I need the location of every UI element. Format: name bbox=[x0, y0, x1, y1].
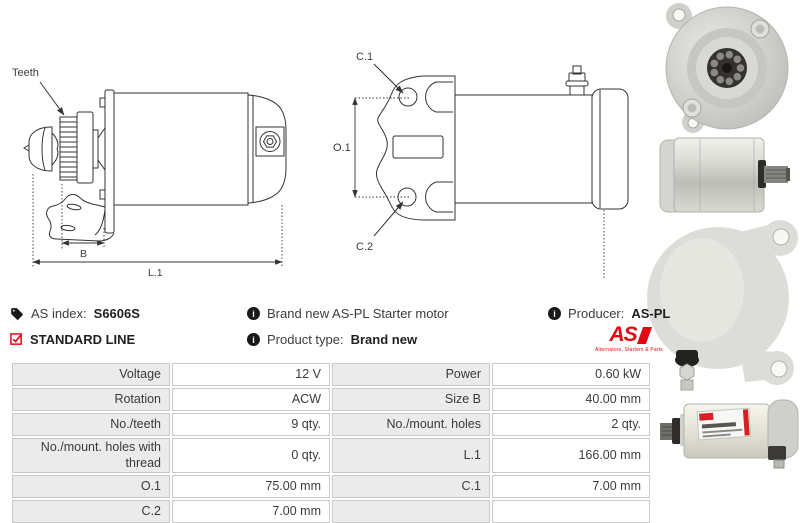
drive-end bbox=[29, 127, 52, 171]
spec-label-cell: Voltage bbox=[12, 363, 170, 386]
spec-label-cell: C.2 bbox=[12, 500, 170, 523]
spec-label-cell: No./teeth bbox=[12, 413, 170, 436]
mount-bracket-front bbox=[376, 76, 455, 220]
checkbox-checked-icon bbox=[10, 333, 23, 346]
spec-label-cell: Size B bbox=[332, 388, 490, 411]
spec-label-cell: Rotation bbox=[12, 388, 170, 411]
as-index-label: AS index: bbox=[31, 306, 87, 321]
tag-icon bbox=[10, 307, 24, 321]
dim-c1-label: C.1 bbox=[356, 51, 374, 63]
producer-line bbox=[548, 306, 670, 321]
spec-value-cell: 2 qty. bbox=[492, 413, 650, 436]
producer-value: AS-PL bbox=[631, 306, 671, 321]
info-icon: i bbox=[247, 307, 260, 320]
motor-body bbox=[114, 93, 248, 205]
teeth-label: Teeth bbox=[12, 67, 39, 79]
table-row bbox=[12, 438, 650, 473]
technical-drawing-side-view bbox=[0, 0, 340, 300]
bracket-foot bbox=[47, 194, 114, 241]
dim-l1-label: L.1 bbox=[148, 267, 163, 279]
table-row bbox=[12, 475, 650, 498]
spec-label-cell: L.1 bbox=[332, 438, 490, 473]
description-line bbox=[247, 306, 449, 321]
spec-label-cell: C.1 bbox=[332, 475, 490, 498]
product-description: Brand new AS-PL Starter motor bbox=[267, 306, 449, 321]
spec-label-cell: Power bbox=[332, 363, 490, 386]
aspl-logo bbox=[594, 324, 664, 353]
spec-value-cell: 75.00 mm bbox=[172, 475, 330, 498]
standard-line-badge: STANDARD LINE bbox=[30, 332, 136, 347]
photo-bracket-cover bbox=[647, 220, 798, 390]
aspl-logo-subtext: Alternators, Starters & Parts bbox=[594, 347, 664, 353]
product-label bbox=[697, 408, 751, 440]
table-row bbox=[12, 413, 650, 436]
end-cap bbox=[248, 95, 286, 203]
aspl-logo-text: AS bbox=[609, 323, 637, 346]
table-row bbox=[12, 363, 650, 386]
dim-o1-label: O.1 bbox=[333, 142, 351, 154]
spec-value-cell: 0.60 kW bbox=[492, 363, 650, 386]
dimension-o1 bbox=[355, 98, 410, 197]
table-row bbox=[12, 388, 650, 411]
producer-label: Producer: bbox=[568, 306, 625, 321]
pinion-gear bbox=[60, 112, 105, 183]
as-index-value: S6606S bbox=[93, 306, 140, 321]
spec-label-cell: O.1 bbox=[12, 475, 170, 498]
spec-value-cell: 40.00 mm bbox=[492, 388, 650, 411]
dim-c2-label: C.2 bbox=[356, 241, 374, 253]
c2-leader-line bbox=[374, 202, 403, 236]
info-icon: i bbox=[548, 307, 561, 320]
as-index-line bbox=[10, 306, 140, 321]
product-photos bbox=[640, 0, 800, 523]
end-cap-side bbox=[592, 89, 628, 278]
spec-value-cell: 166.00 mm bbox=[492, 438, 650, 473]
spec-value-cell: 12 V bbox=[172, 363, 330, 386]
spec-label-cell: No./mount. holes with thread bbox=[12, 438, 170, 473]
spec-value-cell bbox=[492, 500, 650, 523]
photo-front-view bbox=[666, 3, 788, 133]
product-type-value: Brand new bbox=[350, 332, 418, 347]
table-row bbox=[12, 500, 650, 523]
motor-body-side bbox=[455, 95, 592, 203]
teeth-leader-line bbox=[40, 82, 64, 115]
aspl-logo-bar-icon bbox=[637, 327, 652, 344]
spec-value-cell: ACW bbox=[172, 388, 330, 411]
spec-label-cell: No./mount. holes bbox=[332, 413, 490, 436]
photo-side-view-labeled bbox=[660, 400, 798, 468]
info-icon: i bbox=[247, 333, 260, 346]
spec-value-cell: 7.00 mm bbox=[492, 475, 650, 498]
spec-label-cell bbox=[332, 500, 490, 523]
spec-value-cell: 9 qty. bbox=[172, 413, 330, 436]
c1-leader-line bbox=[374, 64, 403, 93]
product-type-line bbox=[247, 332, 417, 347]
spec-table bbox=[10, 361, 652, 523]
terminal-bolt bbox=[566, 66, 588, 95]
mount-plate bbox=[105, 90, 114, 233]
photo-side-view bbox=[660, 138, 790, 212]
dimension-l1 bbox=[33, 174, 282, 268]
spec-value-cell: 0 qty. bbox=[172, 438, 330, 473]
technical-drawing-end-view bbox=[330, 20, 630, 300]
product-type-label: Product type: bbox=[267, 332, 344, 347]
standard-line-row bbox=[10, 332, 135, 347]
spec-value-cell: 7.00 mm bbox=[172, 500, 330, 523]
dim-b-label: B bbox=[80, 248, 88, 260]
